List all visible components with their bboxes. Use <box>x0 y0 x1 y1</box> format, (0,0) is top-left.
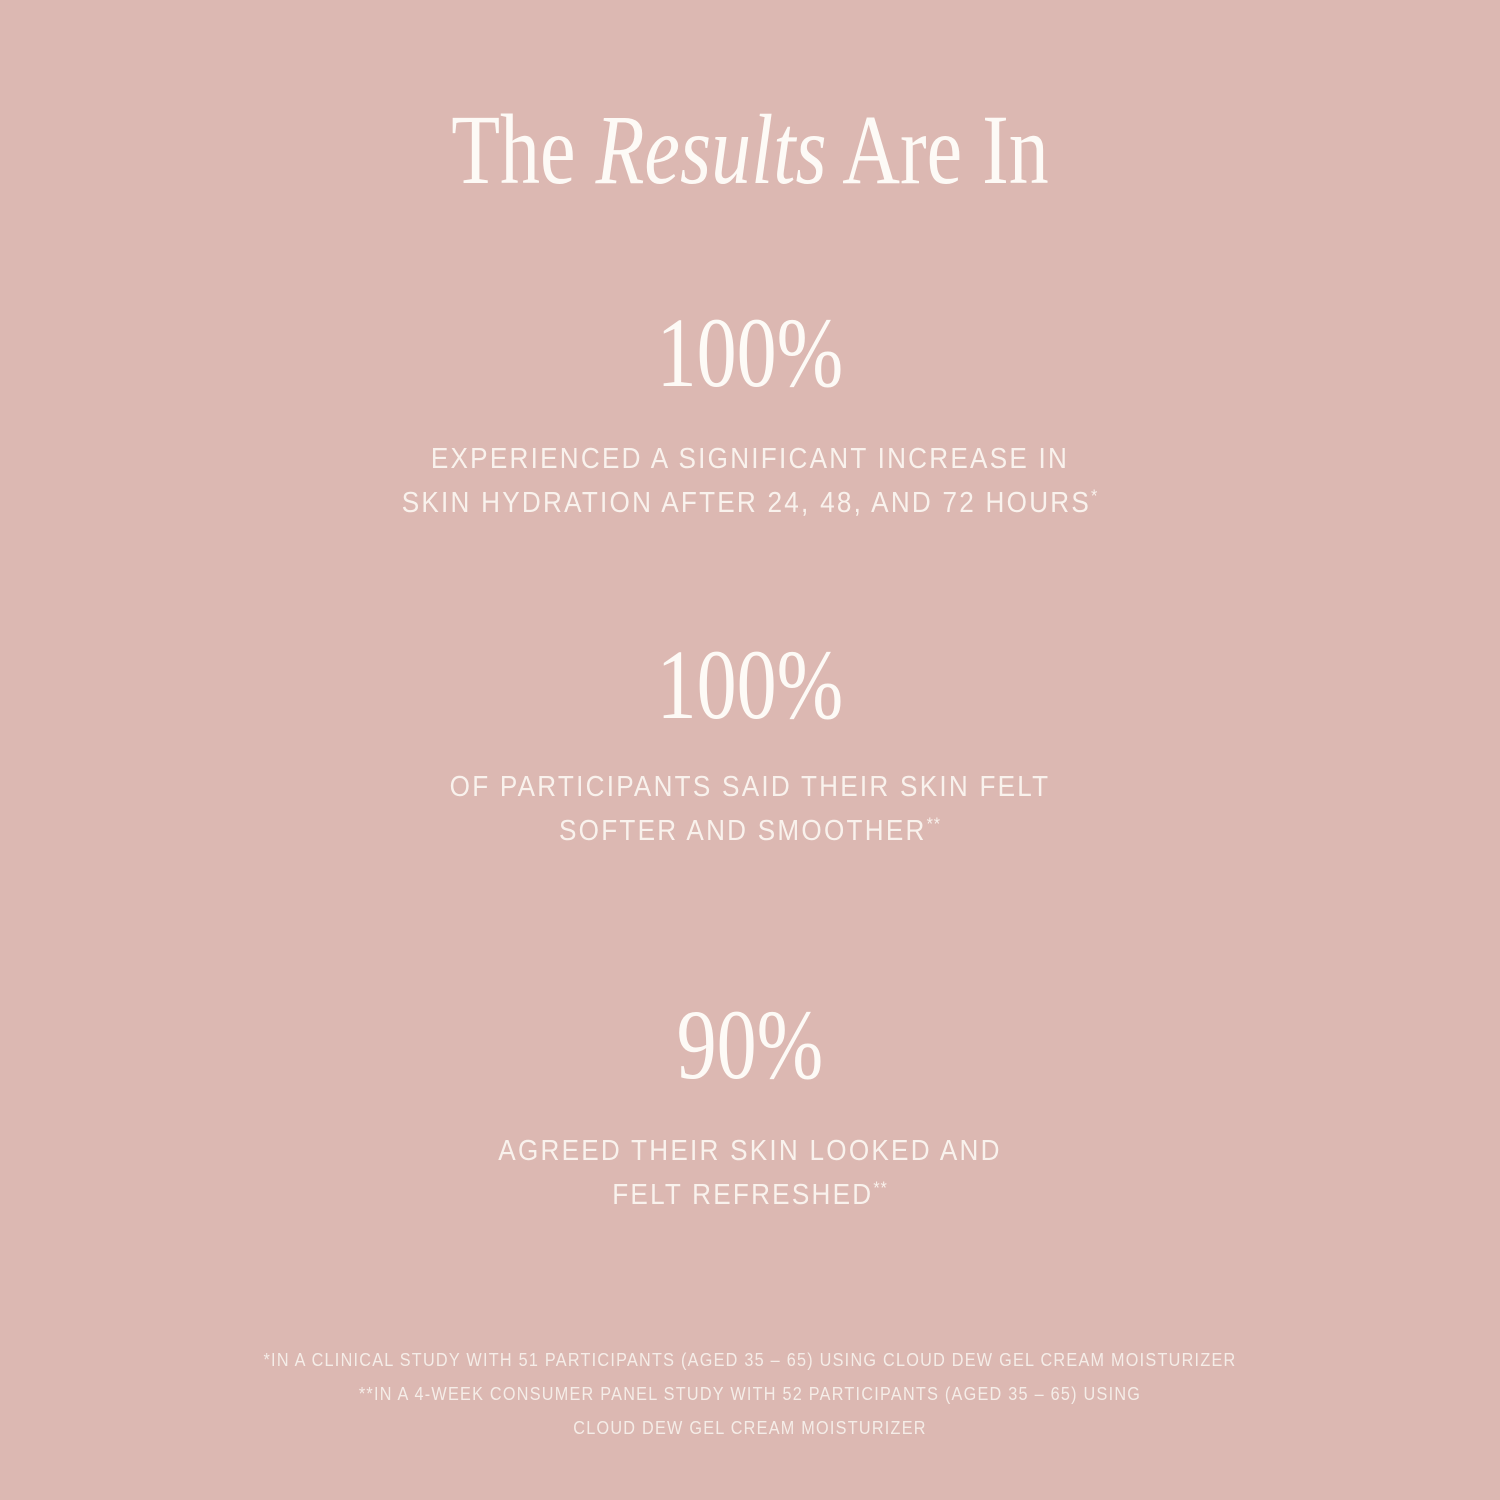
footnote-marker: ** <box>926 812 941 833</box>
stat-description-line2: SKIN HYDRATION AFTER 24, 48, AND 72 HOURS <box>401 486 1092 519</box>
page-title <box>150 94 1350 205</box>
stat-block-hydration <box>0 200 1500 525</box>
stat-block-softer-smoother <box>0 525 1500 853</box>
footnotes <box>75 1343 1425 1446</box>
page-title-emphasis: Results <box>595 94 827 205</box>
stat-description-line1: EXPERIENCED A SIGNIFICANT INCREASE IN <box>430 443 1070 475</box>
footnote-marker: ** <box>873 1176 888 1197</box>
stat-description <box>75 766 1425 853</box>
page-title-suffix: Are In <box>826 94 1049 205</box>
stat-value: 100% <box>656 629 844 740</box>
stat-description-line1: AGREED THEIR SKIN LOOKED AND <box>498 1135 1002 1167</box>
footnote-line3: CLOUD DEW GEL CREAM MOISTURIZER <box>573 1418 927 1439</box>
stat-description <box>75 1130 1425 1217</box>
stat-description-line2: SOFTER AND SMOOTHER <box>559 814 927 847</box>
stat-description <box>75 438 1425 525</box>
stat-value: 90% <box>676 989 824 1100</box>
page-title-prefix: The <box>451 94 596 205</box>
stat-description-line1: OF PARTICIPANTS SAID THEIR SKIN FELT <box>449 771 1051 803</box>
footnote-marker: * <box>1091 484 1099 505</box>
footnote-line2: **IN A 4-WEEK CONSUMER PANEL STUDY WITH 52 PARTICIPANTS (AGED 35 – 65) USING <box>358 1384 1142 1405</box>
stat-value: 100% <box>656 297 844 408</box>
footnote-line1: *IN A CLINICAL STUDY WITH 51 PARTICIPANTS (AGED 35 – 65) USING CLOUD DEW GEL CREAM MOISTURIZER <box>263 1350 1237 1370</box>
footnote-text <box>75 1343 1425 1446</box>
stat-description-line2: FELT REFRESHED <box>612 1178 874 1211</box>
stat-block-refreshed <box>0 853 1500 1217</box>
